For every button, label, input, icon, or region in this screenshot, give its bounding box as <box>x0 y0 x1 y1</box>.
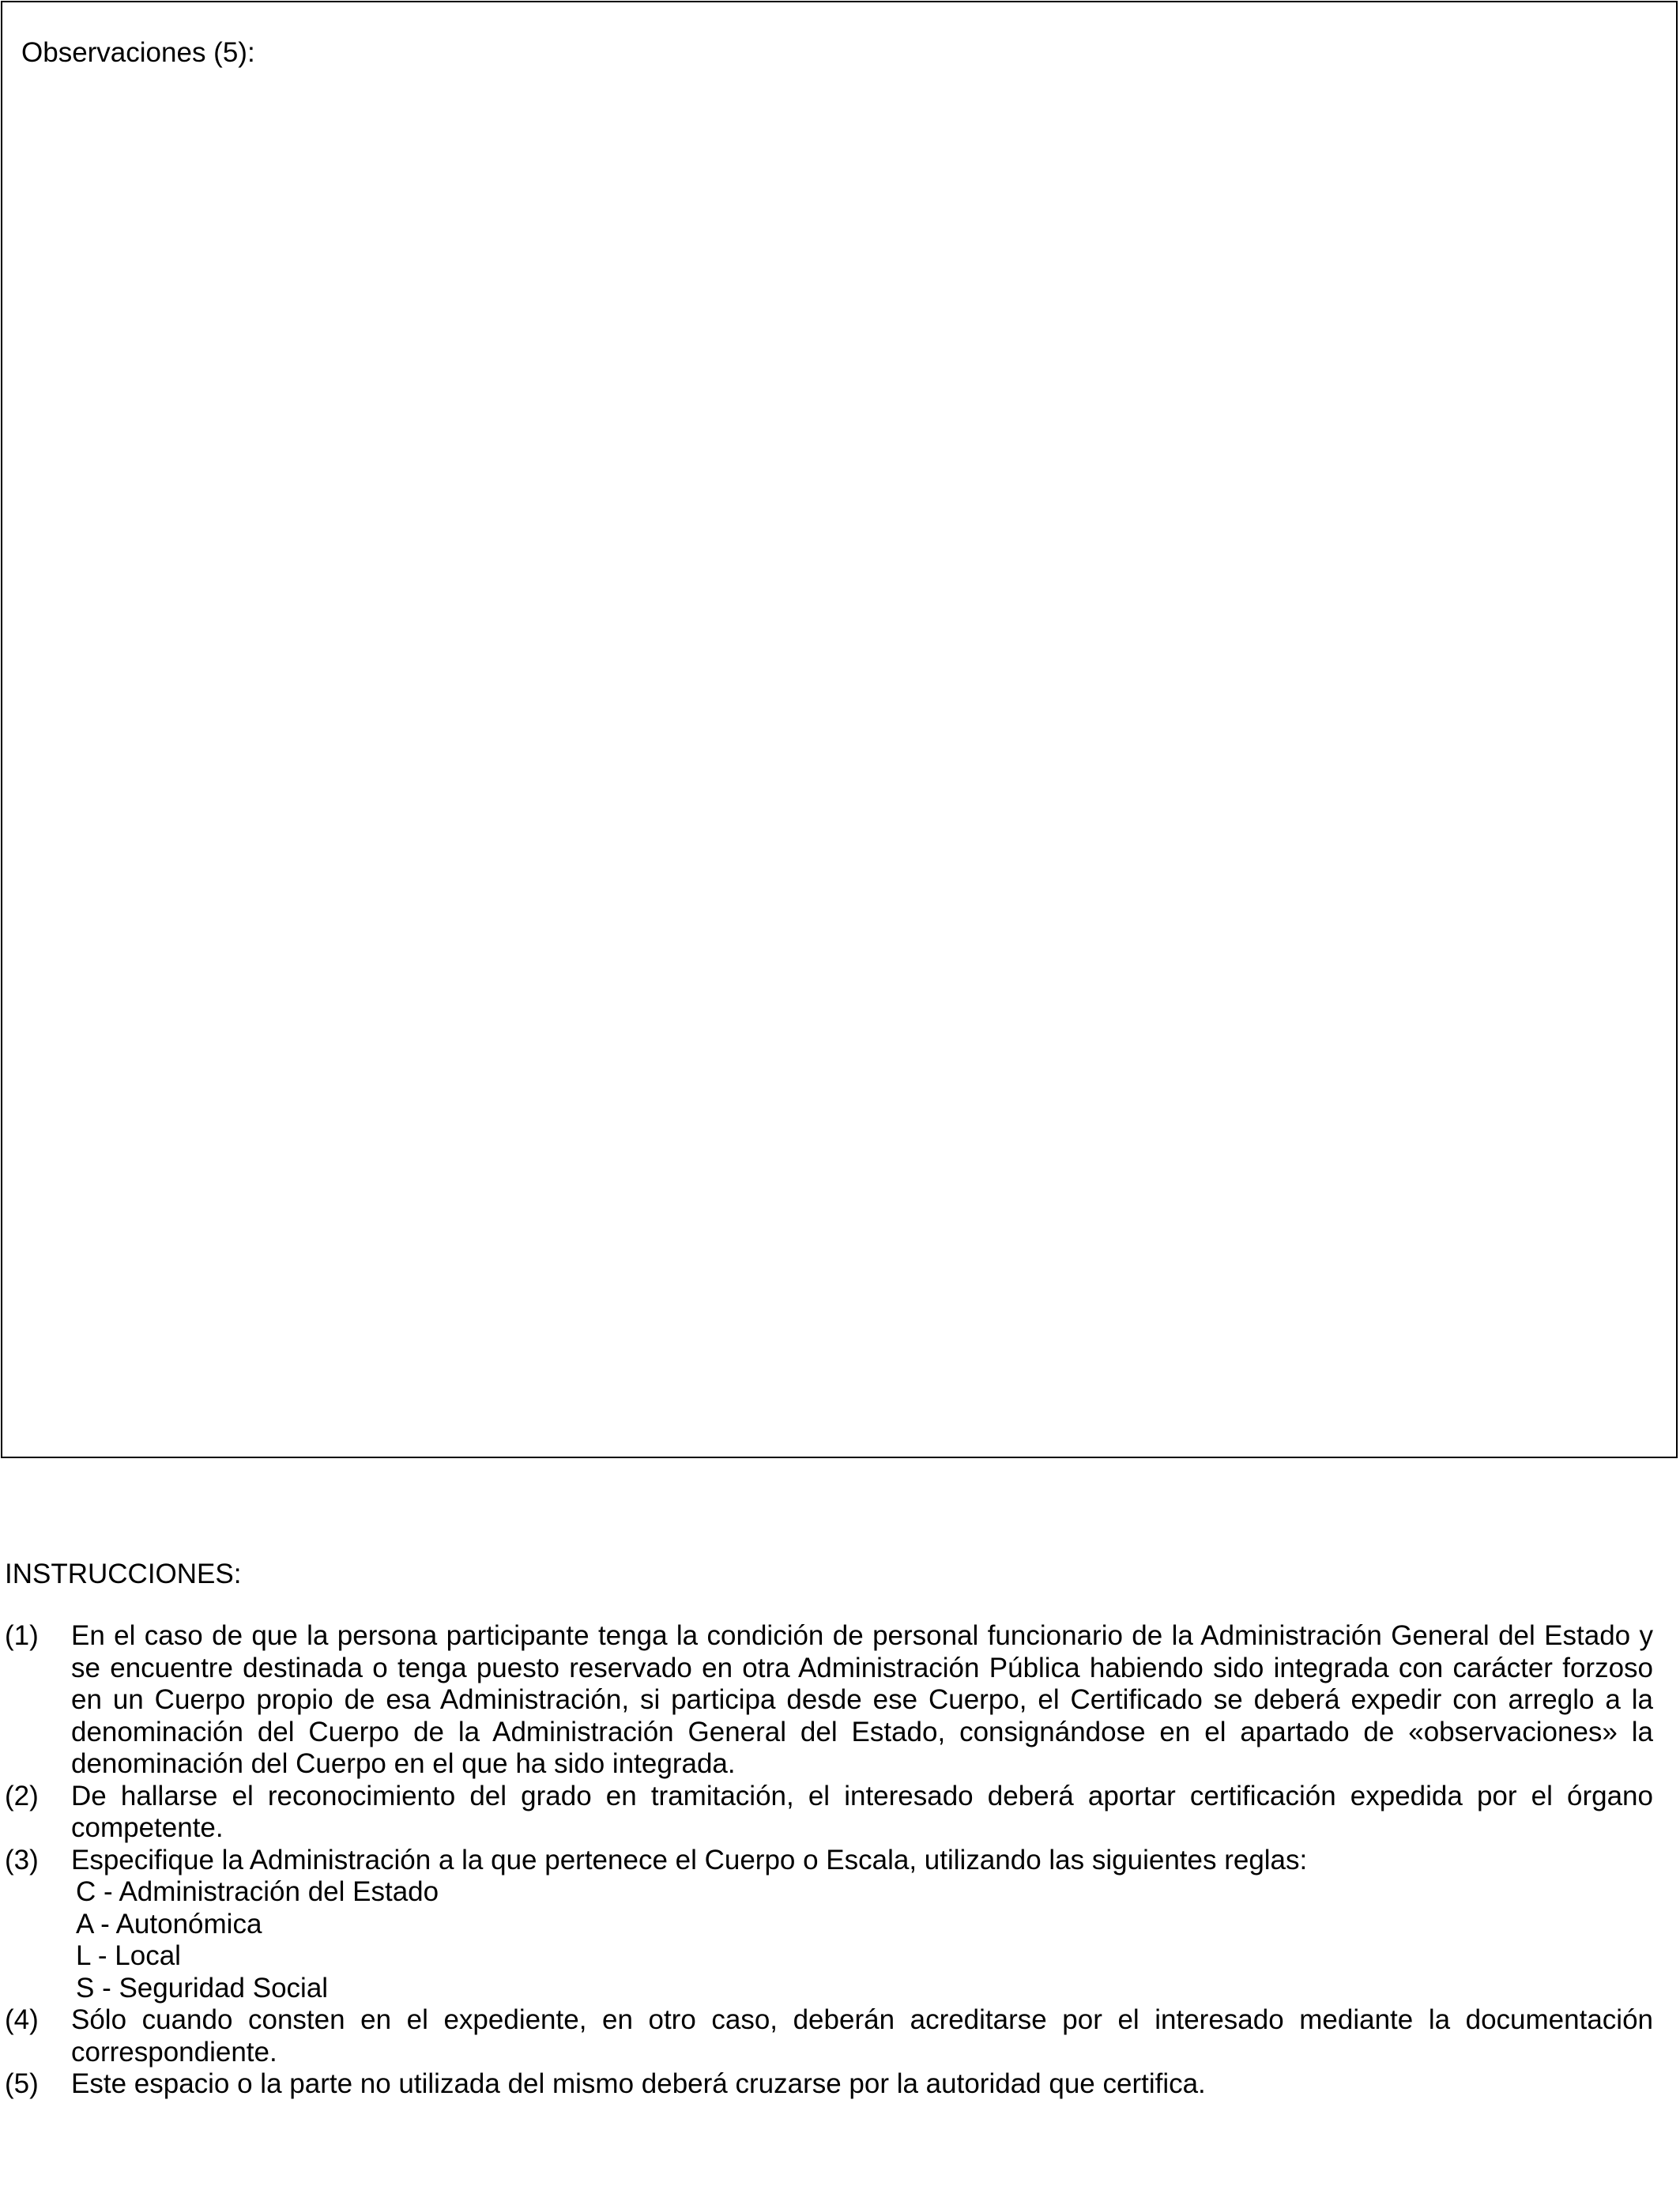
note-3 <box>5 1845 1653 2005</box>
rule-item-c: C - Administración del Estado <box>76 1876 439 1907</box>
note-text: Este espacio o la parte no utilizada del mismo deberá cruzarse por la autoridad que certifica. <box>71 2068 1206 2099</box>
note-5 <box>5 2068 1653 2101</box>
instructions-title: INSTRUCCIONES: <box>5 1559 242 1589</box>
rule-item-l: L - Local <box>76 1940 181 1971</box>
note-text: De hallarse el reconocimiento del grado en tramitación, el interesado deberá aportar certificación expedida por el órgano competente. <box>71 1780 1653 1843</box>
note-text-block <box>71 1845 1653 2005</box>
rule-item-a: A - Autonómica <box>76 1908 262 1940</box>
note-text: Sólo cuando consten en el expediente, en otro caso, deberán acreditarse por el interesado mediante la documentación correspondiente. <box>71 2004 1653 2068</box>
administration-rules-list <box>71 1876 1653 2004</box>
note-number: (1) <box>5 1620 39 1651</box>
rule-item-s: S - Seguridad Social <box>76 1972 329 2004</box>
observations-label: Observaciones (5): <box>21 37 255 68</box>
note-2 <box>5 1781 1653 1845</box>
note-4 <box>5 2004 1653 2068</box>
observations-box <box>1 1 1678 1458</box>
note-text: En el caso de que la persona participante tenga la condición de personal funcionario de la Administración General del Estado y se encuentre destinada o tenga puesto reservado en otra Administración Pública habiendo sido integrada con carácter forzoso en un Cuerpo propio de esa Administración, si participa desde ese Cuerpo, el Certificado se deberá expedir con arreglo a la denominación del Cuerpo de la Administración General del Estado, consignándose en el apartado de «observaciones» la denominación del Cuerpo en el que ha sido integrada. <box>71 1620 1653 1779</box>
note-text: Especifique la Administración a la que pertenece el Cuerpo o Escala, utilizando las siguientes reglas: <box>71 1844 1308 1875</box>
note-1 <box>5 1620 1653 1781</box>
instructions-section <box>5 1557 1653 2101</box>
note-number: (2) <box>5 1780 39 1811</box>
note-number: (5) <box>5 2068 39 2099</box>
note-number: (3) <box>5 1844 39 1875</box>
note-number: (4) <box>5 2004 39 2035</box>
